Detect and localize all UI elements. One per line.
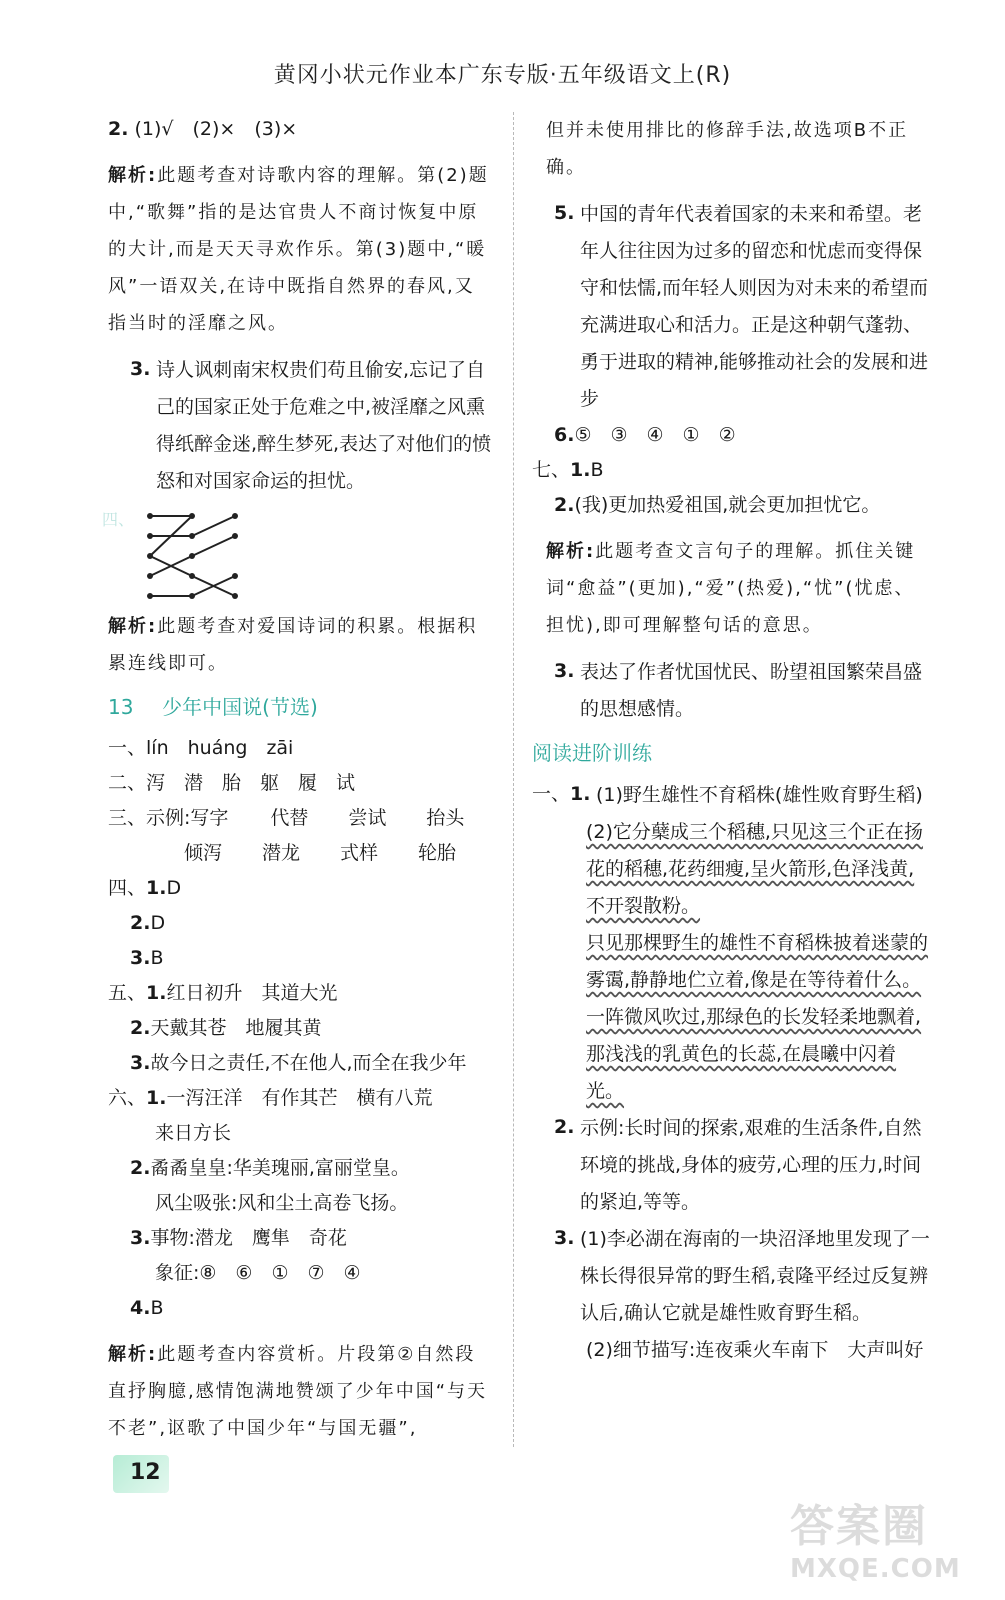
item-text: 天戴其苍 地履其黄 <box>150 1017 322 1039</box>
item-text: ⑤ ③ ④ ① ② <box>574 424 736 446</box>
q2-analysis <box>108 157 493 342</box>
item-number: 1. <box>146 877 167 899</box>
left-column <box>102 112 493 1447</box>
q2-text: (1)√ (2)× (3)× <box>134 118 298 140</box>
section-5 <box>108 976 493 1011</box>
matching-lines-diagram <box>130 506 250 606</box>
section-7-analysis <box>532 533 932 644</box>
section-6-item <box>108 1221 493 1256</box>
section-6 <box>108 1081 493 1116</box>
item-text: 故今日之责任,不在他人,而全在我少年 <box>150 1052 467 1074</box>
q3-answer <box>108 352 493 500</box>
column-divider <box>513 112 514 1447</box>
q3-number: 3. <box>130 358 151 380</box>
item-number: 1. <box>570 783 591 805</box>
item-text: D <box>166 877 182 899</box>
analysis-label: 解析: <box>108 616 158 637</box>
item-text: 来日方长 <box>155 1122 232 1144</box>
item-text: 红日初升 其道大光 <box>166 982 338 1004</box>
reading-q2 <box>532 1110 932 1221</box>
section-7 <box>532 453 932 488</box>
section-1 <box>108 731 493 766</box>
section-6-label: 六、 <box>108 1087 147 1109</box>
q5-answer <box>532 196 932 418</box>
lesson-title <box>108 690 493 725</box>
section-4-item <box>108 906 493 941</box>
item-number: 2. <box>130 1157 151 1179</box>
section-3-word: 抬头 <box>426 807 465 829</box>
page-header: 黄冈小状元作业本广东专版·五年级语文上(R) <box>273 63 732 88</box>
item-text: 表达了作者忧国忧民、盼望祖国繁荣昌盛的思想感情。 <box>580 661 923 720</box>
item-text: B <box>150 947 164 969</box>
section-5-item <box>108 1046 493 1081</box>
q6-answer <box>532 418 932 453</box>
item-number: 1. <box>146 982 167 1004</box>
item-text: 风尘吸张:风和尘土高卷飞扬。 <box>155 1192 409 1214</box>
section-6-analysis <box>108 1336 493 1447</box>
item-text: (1)野生雄性不育稻株(雄性败育野生稻) <box>596 784 923 806</box>
item-number: 3. <box>130 1227 151 1249</box>
section-5-item <box>108 1011 493 1046</box>
section-7-q3 <box>532 654 932 728</box>
underlined-quote: 只见那棵野生的雄性不育稻株披着迷蒙的雾霭,静静地伫立着,像是在等待着什么。一阵微风吹过,那绿色的长发轻柔地飘着,那浅浅的乳黄色的长蕊,在晨曦中闪着光。 <box>586 932 929 1102</box>
q2-answer <box>108 112 493 147</box>
item-text: 事物:潜龙 鹰隼 奇花 <box>150 1227 347 1249</box>
section-3-word: 潜龙 <box>262 842 301 864</box>
section-2 <box>108 766 493 801</box>
reading-section-title: 阅读进阶训练 <box>532 741 652 765</box>
section-3-word: 轮胎 <box>418 842 457 864</box>
analysis-label: 解析: <box>546 541 596 562</box>
section-1-label: 一、 <box>108 737 147 759</box>
section-1-text: lín huáng zāi <box>146 737 294 759</box>
item-text: D <box>150 912 166 934</box>
matching-exercise <box>102 500 493 608</box>
section-7-item <box>532 488 932 523</box>
section-4-item <box>108 941 493 976</box>
item-number: 2. <box>130 912 151 934</box>
analysis-label: 解析: <box>108 165 158 186</box>
section-2-label: 二、 <box>108 772 147 794</box>
q3-text: 诗人讽刺南宋权贵们苟且偷安,忘记了自己的国家正处于危难之中,被淫靡之风熏得纸醉金迷,醉生梦死,表达了对他们的愤怒和对国家命运的担忧。 <box>156 359 492 492</box>
section-6-item <box>108 1291 493 1326</box>
item-number: 2. <box>130 1017 151 1039</box>
section-3-word: 式样 <box>340 842 379 864</box>
analysis-label: 解析: <box>108 1344 158 1365</box>
section-3-prefix: 示例: <box>146 807 191 829</box>
item-text: (1)李必湖在海南的一块沼泽地里发现了一株长得很异常的野生稻,袁隆平经过反复辨认后,确认它就是雄性败育野生稻。 <box>580 1228 930 1324</box>
section-3-word: 倾泻 <box>184 842 223 864</box>
section-3-row2 <box>108 836 493 871</box>
section-5-label: 五、 <box>108 982 147 1004</box>
right-column <box>532 112 932 1369</box>
item-number: 4. <box>130 1297 151 1319</box>
section-3-word: 尝试 <box>348 807 387 829</box>
q2-number: 2. <box>108 118 129 140</box>
reading-q3 <box>532 1221 932 1332</box>
section-3 <box>108 801 493 836</box>
section-6-item <box>108 1151 493 1186</box>
reading-q1 <box>532 777 932 814</box>
item-text: B <box>590 459 604 481</box>
analysis-text: 此题考查对诗歌内容的理解。第(2)题中,“歌舞”指的是达官贵人不商讨恢复中原的大计,而是天天寻欢作乐。第(3)题中,“暖风”一语双关,在诗中既指自然界的春风,又指当时的淫靡之风。 <box>108 165 489 334</box>
item-text: (2)细节描写:连夜乘火车南下 大声叫好 <box>586 1339 924 1361</box>
item-text: B <box>150 1297 164 1319</box>
item-text: 一泻汪洋 有作其芒 横有八荒 <box>166 1087 433 1109</box>
watermark-text-en: MXQE.COM <box>790 1554 961 1584</box>
item-number: 1. <box>146 1087 167 1109</box>
item-text: (我)更加热爱祖国,就会更加担忧它。 <box>574 494 881 516</box>
analysis-text: 此题考查内容赏析。片段第②自然段直抒胸臆,感情饱满地赞颂了少年中国“与天不老”,讴歌了中国少年“与国无疆”, <box>108 1344 488 1439</box>
item-text: 中国的青年代表着国家的未来和希望。老年人往往因为过多的留恋和忧虑而变得保守和怯懦,而年轻人则因为对未来的希望而充满进取心和活力。正是这种朝气蓬勃、勇于进取的精神,能够推动社会的发展和进步 <box>580 203 929 410</box>
continued-analysis: 但并未使用排比的修辞手法,故选项B不正确。 <box>546 120 909 178</box>
item-number: 3. <box>554 1227 575 1249</box>
section-4-label: 四、 <box>108 877 147 899</box>
section-3-label: 三、 <box>108 807 147 829</box>
item-number: 5. <box>554 202 575 224</box>
item-text: 象征:⑧ ⑥ ① ⑦ ④ <box>155 1262 361 1284</box>
lesson-name: 少年中国说(节选) <box>162 695 318 719</box>
watermark-text-cn: 答案圈 <box>790 1501 928 1552</box>
matching-analysis <box>108 608 493 682</box>
reading-q1-p2 <box>532 814 932 925</box>
underlined-quote: (2)它分蘖成三个稻穗,只见这三个正在扬花的稻穗,花药细瘦,呈火箭形,色泽浅黄,不开裂散粉。 <box>586 821 923 917</box>
section-7-label: 七、 <box>532 459 571 481</box>
item-number: 3. <box>554 660 575 682</box>
section-4 <box>108 871 493 906</box>
section-3-word: 代替 <box>270 807 309 829</box>
section-4-label: 四、 <box>102 510 135 529</box>
item-number: 2. <box>554 494 575 516</box>
item-number: 3. <box>130 1052 151 1074</box>
watermark <box>790 1490 990 1590</box>
item-number: 1. <box>570 459 591 481</box>
item-number: 3. <box>130 947 151 969</box>
reading-label: 一、 <box>532 783 571 805</box>
section-2-text: 泻 潜 胎 躯 履 试 <box>146 772 356 794</box>
item-number: 2. <box>554 1116 575 1138</box>
analysis-text: 此题考查文言句子的理解。抓住关键词“愈益”(更加),“爱”(热爱),“忧”(忧虑、担忧),即可理解整句话的意思。 <box>546 541 916 636</box>
section-3-word: 写字 <box>190 807 229 829</box>
item-text: 矞矞皇皇:华美瑰丽,富丽堂皇。 <box>150 1157 410 1179</box>
analysis-text: 此题考查对爱国诗词的积累。根据积累连线即可。 <box>108 616 478 674</box>
page-number: 12 <box>130 1460 161 1485</box>
reading-q1-p3 <box>532 925 932 1110</box>
item-number: 6. <box>554 424 575 446</box>
lesson-number: 13 <box>108 695 134 719</box>
item-text: 示例:长时间的探索,艰难的生活条件,自然环境的挑战,身体的疲劳,心理的压力,时间的紧迫,等等。 <box>580 1117 922 1213</box>
